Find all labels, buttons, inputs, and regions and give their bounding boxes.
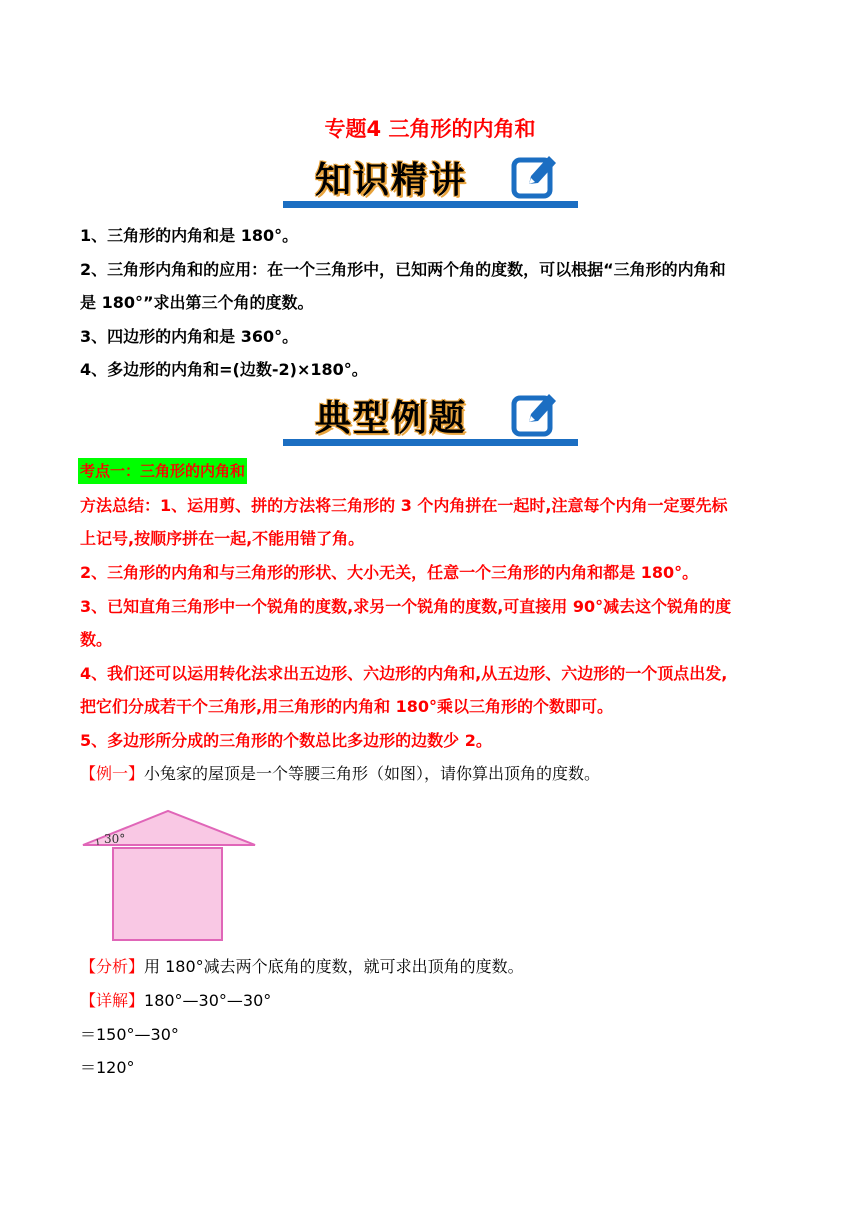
knowledge-point-3: 3、四边形的内角和是 360°。 — [80, 327, 299, 346]
knowledge-point-1: 1、三角形的内角和是 180°。 — [80, 226, 299, 245]
analysis-tag: 【分析】 — [80, 957, 145, 976]
solution-line-2: ＝150°—30° — [80, 1025, 179, 1044]
method-line-4: 3、已知直角三角形中一个锐角的度数,求另一个锐角的度数,可直接用 90°减去这个锐角的度 — [80, 597, 732, 616]
analysis — [80, 952, 524, 982]
method-line-3: 2、三角形的内角和与三角形的形状、大小无关，任意一个三角形的内角和都是 180°。 — [80, 563, 699, 582]
method-line-8: 5、多边形所分成的三角形的个数总比多边形的边数少 2。 — [80, 731, 492, 750]
angle-label: 30° — [104, 832, 126, 846]
method-line-5: 数。 — [80, 630, 113, 649]
method-line-1: 方法总结：1、运用剪、拼的方法将三角形的 3 个内角拼在一起时,注意每个内角一定要先标 — [80, 496, 728, 515]
section-label: 考点一：三角形的内角和 — [78, 458, 247, 484]
method-line-7: 把它们分成若干个三角形,用三角形的内角和 180°乘以三角形的个数即可。 — [80, 697, 614, 716]
page-title: 专题4 三角形的内角和 — [324, 117, 536, 141]
knowledge-banner — [283, 150, 578, 212]
method-line-2: 上记号,按顺序拼在一起,不能用错了角。 — [80, 529, 365, 548]
solution-line-1: 180°—30°—30° — [144, 991, 272, 1010]
solution-tag: 【详解】 — [80, 991, 145, 1010]
knowledge-point-4: 4、多边形的内角和=(边数-2)×180°。 — [80, 360, 368, 379]
banner-underline — [283, 439, 578, 446]
knowledge-point-2-cont: 是 180°”求出第三个角的度数。 — [80, 293, 314, 312]
banner-underline — [283, 201, 578, 208]
knowledge-point-2: 2、三角形内角和的应用：在一个三角形中，已知两个角的度数，可以根据“三角形的内角和 — [80, 260, 726, 279]
solution — [80, 986, 271, 1016]
edit-icon — [511, 388, 561, 440]
examples-banner — [283, 388, 578, 450]
solution-line-3: ＝120° — [80, 1058, 135, 1077]
edit-icon — [511, 150, 561, 202]
example-text: 小兔家的屋顶是一个等腰三角形（如图），请你算出顶角的度数。 — [144, 764, 601, 783]
method-line-6: 4、我们还可以运用转化法求出五边形、六边形的内角和,从五边形、六边形的一个顶点出发, — [80, 664, 728, 683]
example-question — [80, 759, 600, 789]
knowledge-banner-text: 知识精讲 — [315, 160, 468, 201]
house-figure — [80, 808, 260, 944]
examples-banner-text: 典型例题 — [315, 398, 468, 439]
example-tag: 【例一】 — [80, 764, 145, 783]
analysis-text: 用 180°减去两个底角的度数，就可求出顶角的度数。 — [144, 957, 524, 976]
